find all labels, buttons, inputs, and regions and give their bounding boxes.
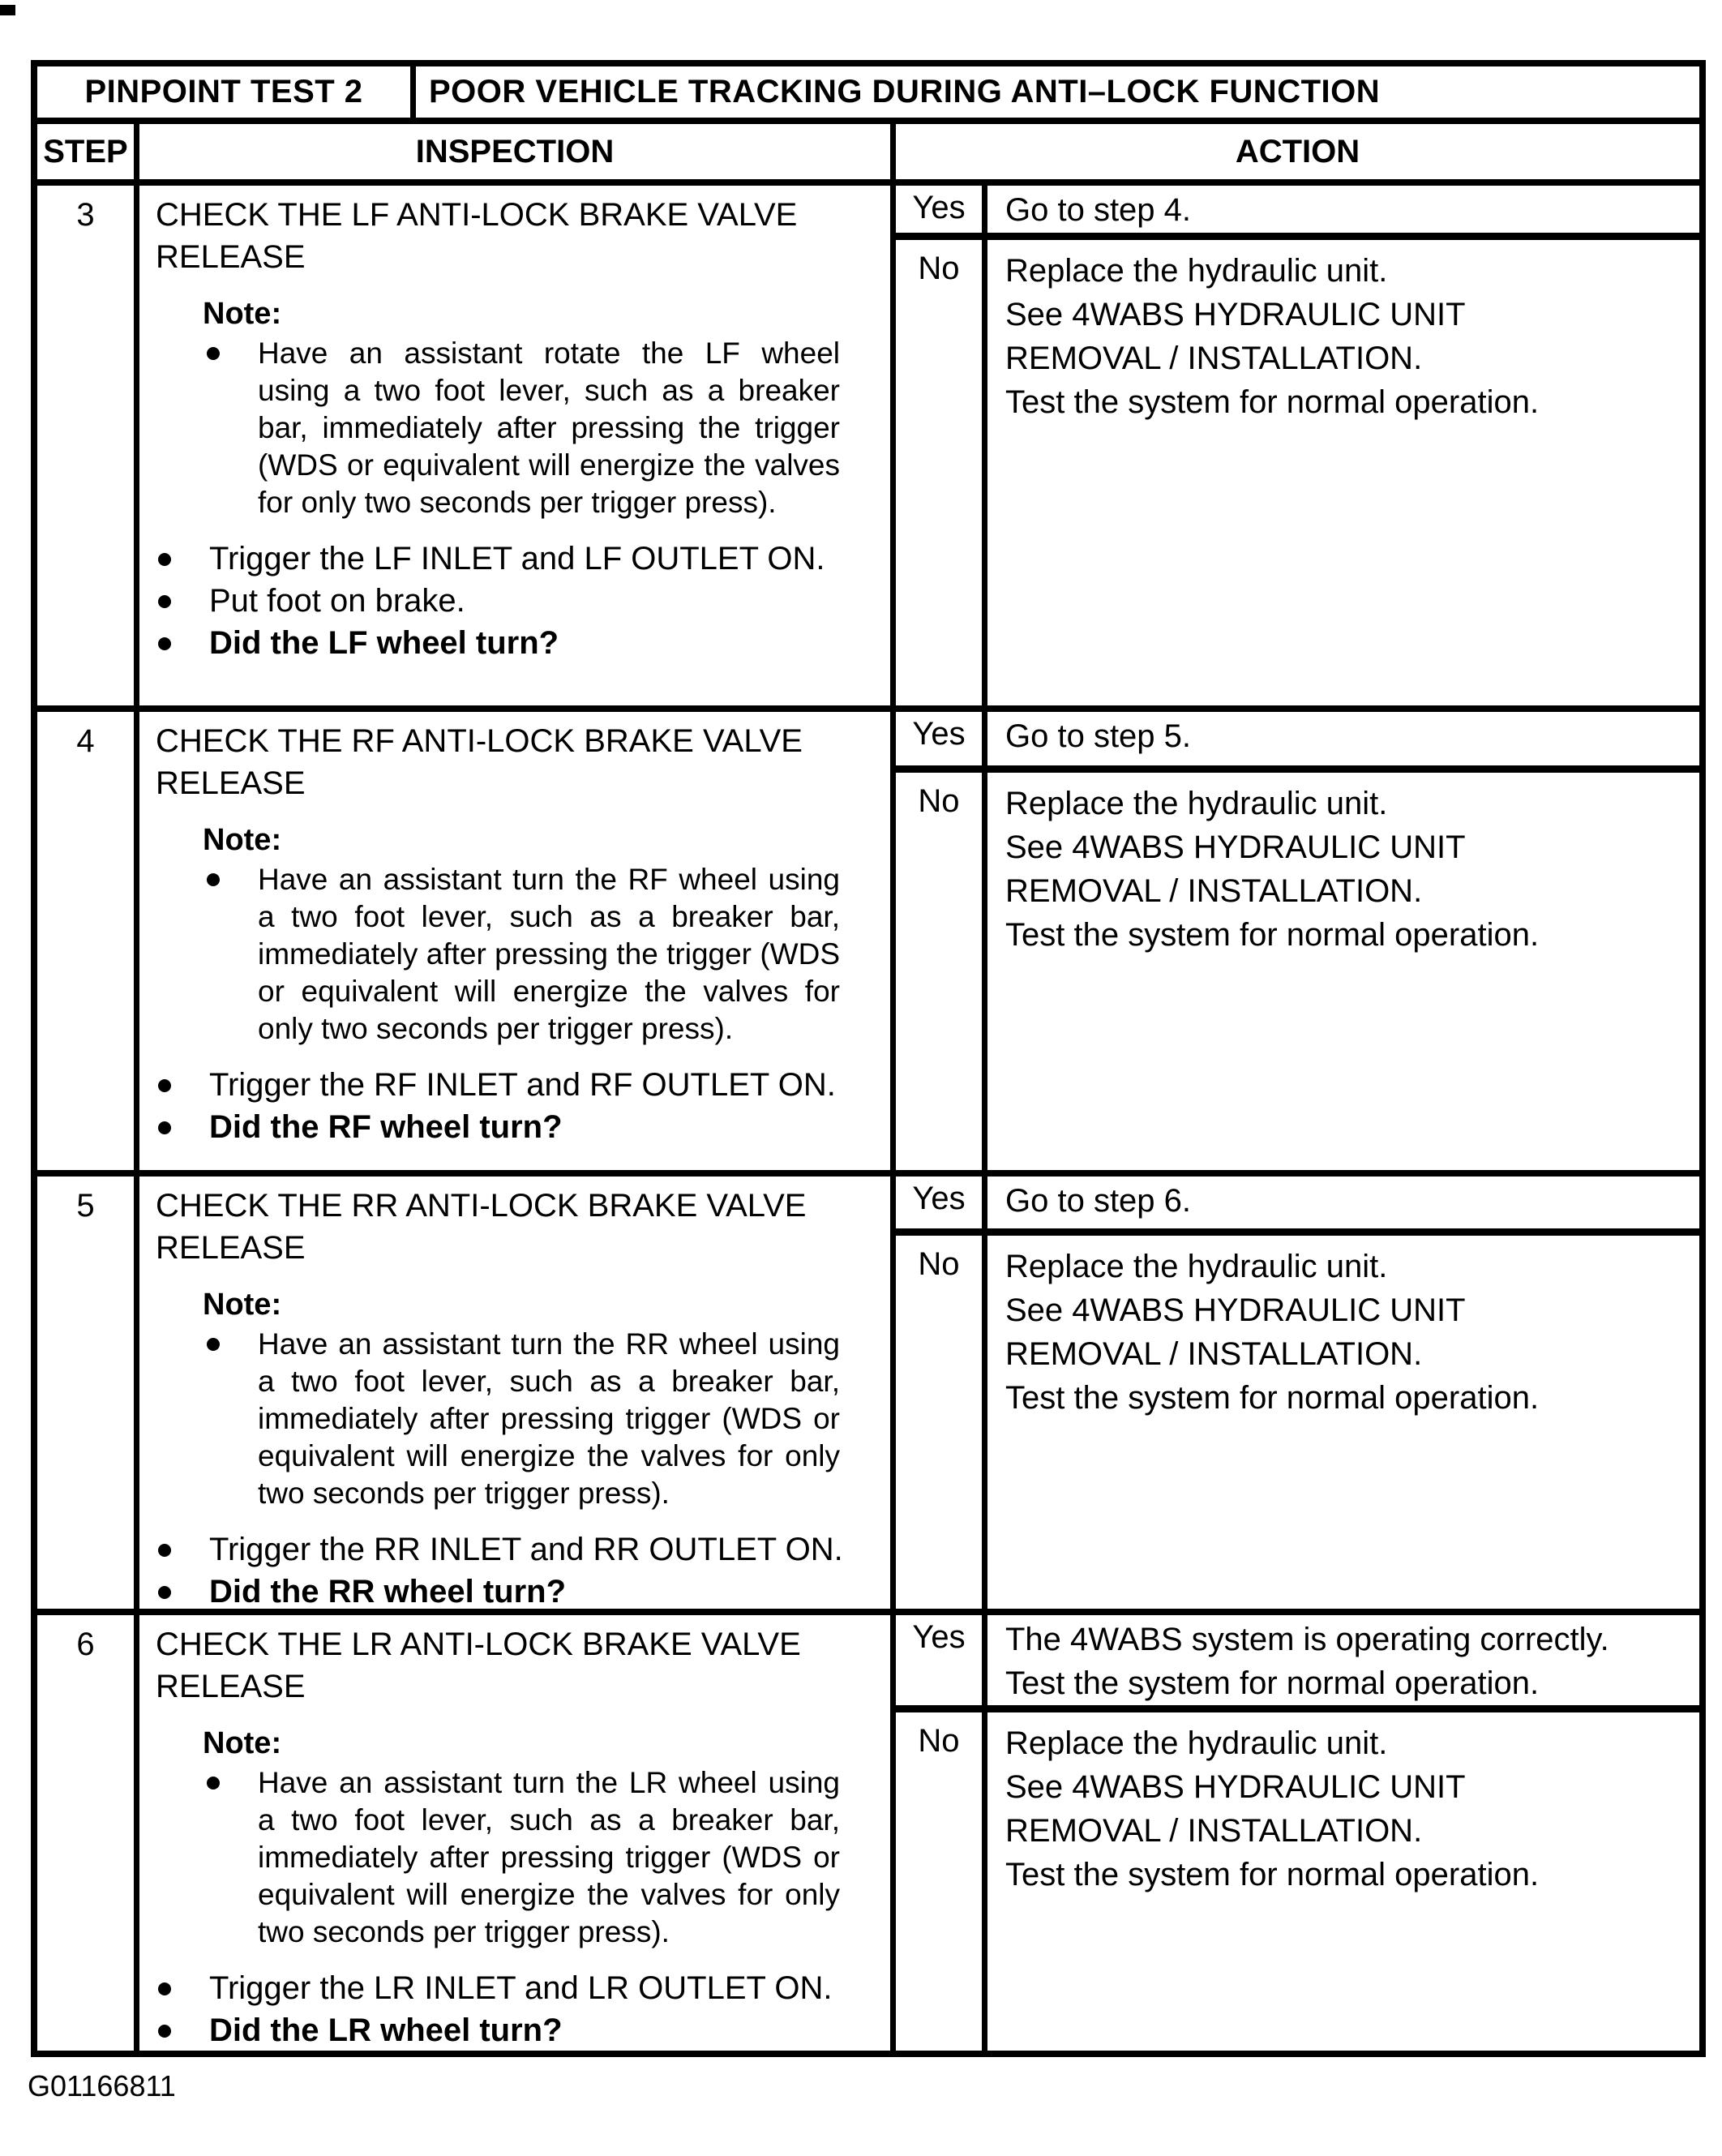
yes-action-cell: [987, 1177, 1699, 1228]
action-line: Test the system for normal operation.: [1005, 1857, 1540, 1892]
table-row-step-6: [37, 1609, 1699, 2051]
step-number: 4: [37, 712, 139, 1170]
list-item: [156, 580, 850, 622]
inspection-column-header: INSPECTION: [139, 124, 896, 179]
bullet-text: Trigger the LF INLET and LF OUTLET ON.: [209, 541, 825, 577]
bullet-list: [156, 1528, 850, 1609]
table-title-row: [37, 66, 1699, 118]
action-line: Test the system for normal operation.: [1005, 1665, 1540, 1701]
yes-subrow: [896, 1615, 1699, 1712]
yes-label: Yes: [896, 186, 987, 233]
yes-action-cell: [987, 186, 1699, 233]
figure-id: G01166811: [28, 2069, 176, 2102]
note-item: [203, 1326, 850, 1512]
question-item: [156, 1106, 850, 1148]
bullet-icon: [158, 1982, 171, 1995]
note-block: [203, 1724, 850, 1951]
table-row-step-4: [37, 705, 1699, 1170]
action-line: Go to step 6.: [1005, 1183, 1192, 1219]
no-label: No: [896, 240, 987, 705]
bullet-icon: [207, 1338, 220, 1351]
action-line: REMOVAL / INSTALLATION.: [1005, 341, 1423, 376]
inspection-title: CHECK THE LR ANTI-LOCK BRAKE VALVE RELEASE: [156, 1627, 801, 1704]
inspection-cell: [139, 1615, 896, 2051]
decision-area: [896, 186, 1699, 705]
bullet-icon: [158, 595, 171, 608]
note-block: [203, 821, 850, 1048]
pinpoint-test-label: PINPOINT TEST 2: [84, 74, 363, 109]
action-line: The 4WABS system is operating correctly.: [1005, 1622, 1609, 1657]
inspection-cell: [139, 712, 896, 1170]
test-title: POOR VEHICLE TRACKING DURING ANTI–LOCK FUNCTION: [429, 74, 1381, 109]
yes-label: Yes: [896, 712, 987, 765]
action-line: Go to step 5.: [1005, 718, 1192, 754]
action-line: See 4WABS HYDRAULIC UNIT: [1005, 1292, 1466, 1328]
bullet-icon: [158, 637, 171, 650]
no-label: No: [896, 1236, 987, 1609]
bullet-icon: [158, 553, 171, 566]
bullet-text: Trigger the LR INLET and LR OUTLET ON.: [209, 1970, 833, 2006]
note-item: [203, 335, 850, 521]
action-line: Test the system for normal operation.: [1005, 384, 1540, 420]
action-line: Replace the hydraulic unit.: [1005, 1725, 1388, 1761]
note-text: Have an assistant rotate the LF wheel using a two foot lever, such as a breaker bar, immediately after pressing the trigger (WDS or equivalent will energize the valves for only two seconds per trigger press).: [258, 336, 840, 519]
step-column-header: STEP: [37, 124, 139, 179]
list-item: [156, 538, 850, 580]
inspection-cell: [139, 1177, 896, 1609]
action-line: Go to step 4.: [1005, 192, 1192, 228]
step-number: 5: [37, 1177, 139, 1609]
scan-corner-mark: [0, 5, 15, 15]
decision-area: [896, 1177, 1699, 1609]
yes-subrow: [896, 1177, 1699, 1236]
action-line: REMOVAL / INSTALLATION.: [1005, 1336, 1423, 1372]
inspection-title: CHECK THE RF ANTI-LOCK BRAKE VALVE RELEASE: [156, 723, 803, 801]
action-line: Replace the hydraulic unit.: [1005, 786, 1388, 821]
pinpoint-test-table: [31, 60, 1706, 2057]
inspection-cell: [139, 186, 896, 705]
bullet-list: [156, 1967, 850, 2051]
list-item: [156, 1064, 850, 1106]
inspection-title: CHECK THE RR ANTI-LOCK BRAKE VALVE RELEASE: [156, 1188, 807, 1266]
question-text: Did the RR wheel turn?: [209, 1574, 566, 1609]
bullet-icon: [158, 2025, 171, 2038]
list-item: [156, 1528, 850, 1571]
bullet-list: [156, 1064, 850, 1148]
no-label: No: [896, 1712, 987, 2051]
yes-label: Yes: [896, 1177, 987, 1228]
action-column-header: ACTION: [1235, 133, 1360, 169]
no-action-cell: [987, 773, 1699, 1170]
yes-action-cell: [987, 1615, 1699, 1705]
bullet-list: [156, 538, 850, 664]
yes-action-cell: [987, 712, 1699, 765]
yes-subrow: [896, 712, 1699, 773]
action-line: See 4WABS HYDRAULIC UNIT: [1005, 297, 1466, 332]
question-text: Did the LR wheel turn?: [209, 2012, 563, 2048]
step-number: 6: [37, 1615, 139, 2051]
bullet-text: Trigger the RF INLET and RF OUTLET ON.: [209, 1067, 836, 1103]
question-item: [156, 622, 850, 664]
no-action-cell: [987, 1712, 1699, 2051]
question-text: Did the LF wheel turn?: [209, 625, 559, 661]
bullet-text: Trigger the RR INLET and RR OUTLET ON.: [209, 1532, 843, 1567]
note-item: [203, 1764, 850, 1951]
note-text: Have an assistant turn the RR wheel using a two foot lever, such as a breaker bar, immediately after pressing trigger (WDS or equivalent will energize the valves for only two seconds per trigger press).: [258, 1327, 840, 1510]
action-line: See 4WABS HYDRAULIC UNIT: [1005, 1769, 1466, 1805]
no-action-cell: [987, 240, 1699, 705]
action-line: See 4WABS HYDRAULIC UNIT: [1005, 829, 1466, 865]
no-label: No: [896, 773, 987, 1170]
no-subrow: [896, 240, 1699, 705]
column-header-row: [37, 118, 1699, 179]
question-item: [156, 2009, 850, 2051]
action-line: Test the system for normal operation.: [1005, 917, 1540, 953]
note-text: Have an assistant turn the LR wheel using a two foot lever, such as a breaker bar, immediately after pressing trigger (WDS or equivalent will energize the valves for only two seconds per trigger press).: [258, 1766, 840, 1948]
yes-subrow: [896, 186, 1699, 240]
action-line: Test the system for normal operation.: [1005, 1380, 1540, 1416]
bullet-icon: [207, 1777, 220, 1790]
action-line: REMOVAL / INSTALLATION.: [1005, 873, 1423, 909]
bullet-icon: [207, 347, 220, 360]
question-text: Did the RF wheel turn?: [209, 1109, 563, 1145]
no-subrow: [896, 1712, 1699, 2051]
note-label: Note:: [203, 1288, 282, 1322]
bullet-text: Put foot on brake.: [209, 583, 465, 619]
action-line: Replace the hydraulic unit.: [1005, 1249, 1388, 1284]
yes-label: Yes: [896, 1615, 987, 1705]
note-item: [203, 861, 850, 1048]
bullet-icon: [158, 1586, 171, 1599]
decision-area: [896, 712, 1699, 1170]
table-row-step-5: [37, 1170, 1699, 1609]
note-label: Note:: [203, 823, 282, 857]
note-text: Have an assistant turn the RF wheel using a two foot lever, such as a breaker bar, immediately after pressing the trigger (WDS or equivalent will energize the valves for only two seconds per trigger press).: [258, 863, 840, 1045]
action-line: REMOVAL / INSTALLATION.: [1005, 1813, 1423, 1849]
step-number: 3: [37, 186, 139, 705]
action-line: Replace the hydraulic unit.: [1005, 253, 1388, 289]
note-label: Note:: [203, 297, 282, 331]
question-item: [156, 1571, 850, 1609]
bullet-icon: [158, 1079, 171, 1092]
no-action-cell: [987, 1236, 1699, 1609]
note-block: [203, 294, 850, 521]
test-title-cell: [416, 66, 1699, 118]
no-subrow: [896, 773, 1699, 1170]
decision-area: [896, 1615, 1699, 2051]
inspection-title: CHECK THE LF ANTI-LOCK BRAKE VALVE RELEASE: [156, 197, 798, 275]
bullet-icon: [158, 1121, 171, 1134]
note-label: Note:: [203, 1726, 282, 1760]
pinpoint-test-label-cell: [37, 66, 416, 118]
note-block: [203, 1285, 850, 1512]
bullet-icon: [158, 1544, 171, 1557]
table-row-step-3: [37, 179, 1699, 705]
list-item: [156, 1967, 850, 2009]
bullet-icon: [207, 873, 220, 886]
no-subrow: [896, 1236, 1699, 1609]
